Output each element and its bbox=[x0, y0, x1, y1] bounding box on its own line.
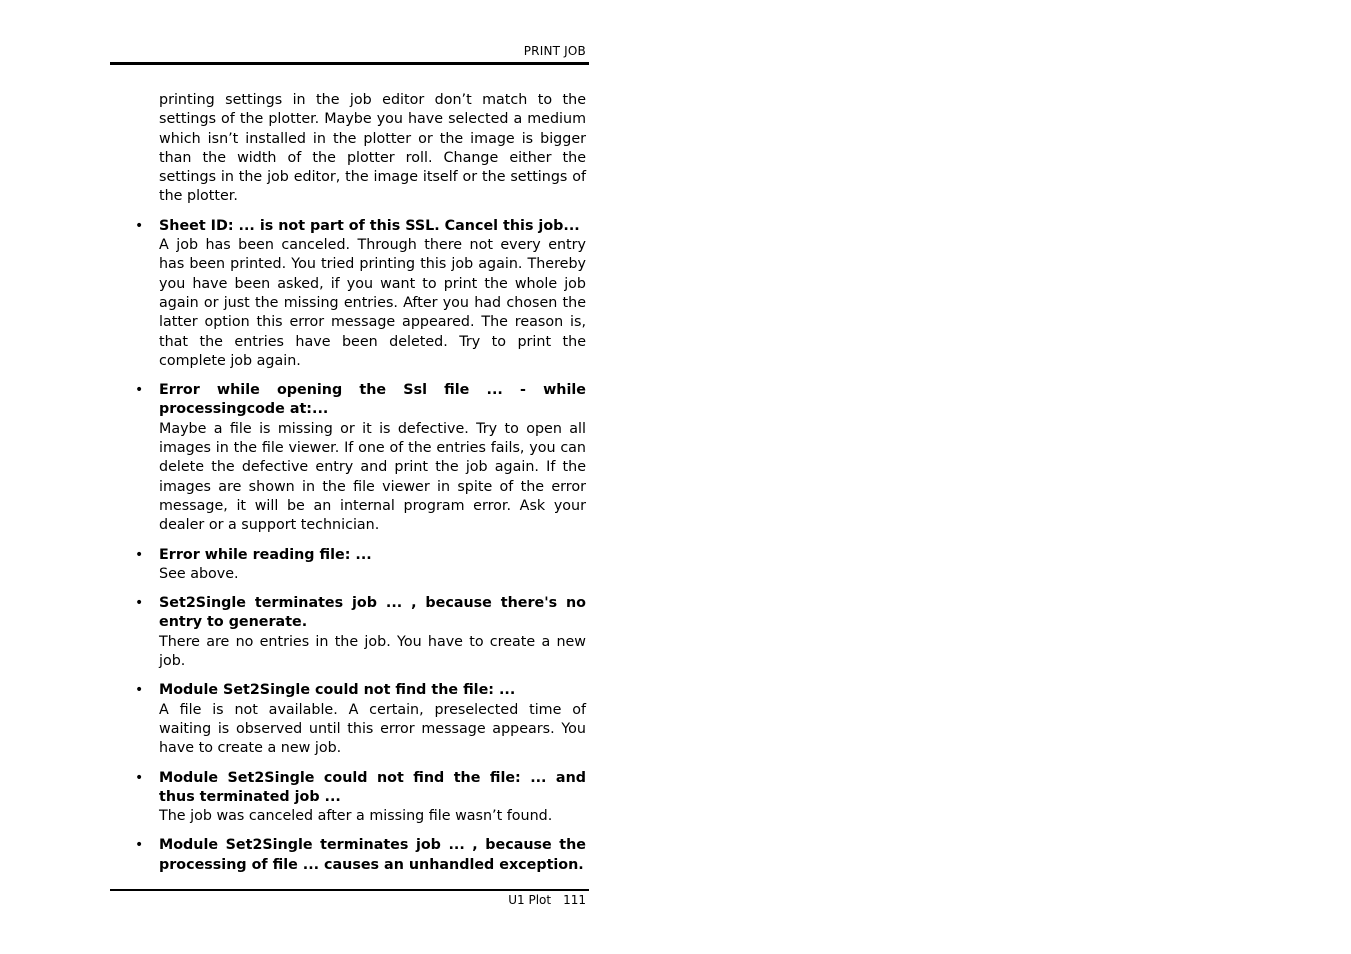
intro-paragraph: printing settings in the job editor don’t match to the settings of the plotter. Maybe you have selected a medium which isn’t installed in the plotter or the image is bigger than the width of the plotter roll. Change either the settings in the job editor, the image itself or the settings of the plotter. bbox=[159, 92, 586, 205]
running-footer bbox=[110, 893, 586, 907]
error-item-body: A file is not available. A certain, preselected time of waiting is observed until this error message appears. You have to create a new job. bbox=[159, 701, 586, 757]
error-item-title: Module Set2Single could not find the file: ... and thus terminated job ... bbox=[159, 769, 586, 805]
error-item bbox=[135, 594, 586, 671]
header-rule bbox=[110, 62, 589, 65]
bullet-icon: • bbox=[135, 546, 144, 563]
error-item-body: Maybe a file is missing or it is defective. Try to open all images in the file viewer. If one of the entries fails, you can delete the defective entry and print the job again. If the images are shown in the file viewer in spite of the error message, it will be an internal program error. Ask your dealer or a support technician. bbox=[159, 420, 586, 534]
error-item-title: Sheet ID: ... is not part of this SSL. Cancel this job... bbox=[159, 217, 580, 234]
error-item-body: See above. bbox=[159, 565, 239, 582]
error-item bbox=[135, 836, 586, 875]
error-item-body: The job was canceled after a missing file wasn’t found. bbox=[159, 808, 553, 825]
footer-product: U1 Plot bbox=[508, 893, 552, 907]
error-item-title: Error while opening the Ssl file ... - while processingcode at:... bbox=[159, 382, 586, 418]
bullet-icon: • bbox=[135, 837, 144, 854]
error-item-body: A job has been canceled. Through there not every entry has been printed. You tried printing this job again. Thereby you have been asked, if you want to print the whole job again or just the missing entries. After you had chosen the latter option this error message appeared. The reason is, that the entries have been deleted. Try to print the complete job again. bbox=[159, 237, 586, 369]
bullet-icon: • bbox=[135, 769, 144, 786]
error-item-title: Module Set2Single terminates job ... , because the processing of file ... causes an unhandled exception. bbox=[159, 837, 586, 873]
error-item-title: Module Set2Single could not find the file: ... bbox=[159, 682, 516, 699]
bullet-icon: • bbox=[135, 382, 144, 399]
page-content bbox=[135, 91, 586, 875]
error-item bbox=[135, 217, 586, 371]
page-number: 111 bbox=[563, 893, 586, 907]
error-item-title: Set2Single terminates job ... , because there's no entry to generate. bbox=[159, 595, 586, 631]
error-item-body: There are no entries in the job. You have to create a new job. bbox=[159, 633, 586, 670]
error-item bbox=[135, 681, 586, 758]
error-item bbox=[135, 381, 586, 535]
error-item-title: Error while reading file: ... bbox=[159, 546, 372, 563]
bullet-icon: • bbox=[135, 217, 144, 234]
error-item bbox=[135, 546, 586, 585]
error-item bbox=[135, 769, 586, 827]
bullet-icon: • bbox=[135, 595, 144, 612]
bullet-icon: • bbox=[135, 682, 144, 699]
footer-rule bbox=[110, 889, 589, 891]
running-header: PRINT JOB bbox=[523, 44, 586, 58]
